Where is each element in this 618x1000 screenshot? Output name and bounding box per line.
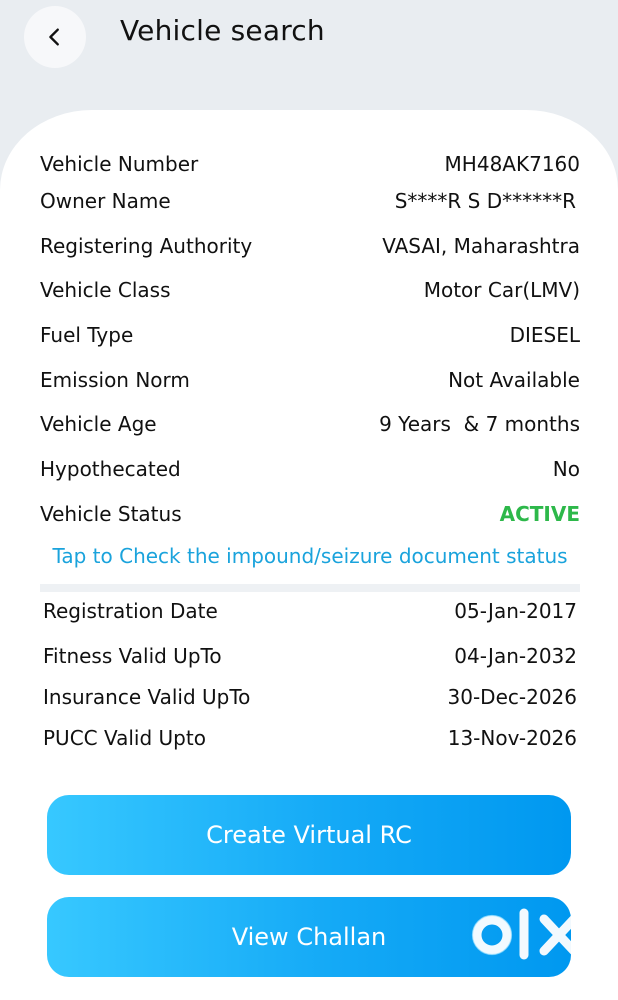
validity-value: 13-Nov-2026 <box>447 726 577 750</box>
validity-row-fitness <box>43 639 577 673</box>
detail-label: Registering Authority <box>40 234 253 258</box>
detail-label: Vehicle Class <box>40 278 171 302</box>
section-divider <box>40 584 580 592</box>
detail-row-fuel-type <box>40 318 580 352</box>
detail-row-vehicle-class <box>40 273 580 307</box>
status-badge: ACTIVE <box>499 502 580 526</box>
page-title: Vehicle search <box>120 14 325 47</box>
validity-value: 30-Dec-2026 <box>447 685 577 709</box>
view-challan-button[interactable]: View Challan <box>47 897 571 977</box>
detail-value: 9 Years & 7 months <box>379 412 580 436</box>
detail-row-vehicle-number <box>40 147 580 181</box>
validity-label: Insurance Valid UpTo <box>43 685 251 709</box>
validity-value: 04-Jan-2032 <box>454 644 577 668</box>
detail-value: Not Available <box>448 368 580 392</box>
validity-row-pucc <box>43 721 577 755</box>
detail-value: DIESEL <box>509 323 580 347</box>
detail-value: VASAI, Maharashtra <box>382 234 580 258</box>
detail-label: Vehicle Status <box>40 502 182 526</box>
create-virtual-rc-button[interactable]: Create Virtual RC <box>47 795 571 875</box>
detail-row-registering-authority <box>40 229 580 263</box>
detail-row-owner-name <box>40 184 580 218</box>
detail-label: Emission Norm <box>40 368 190 392</box>
detail-label: Hypothecated <box>40 457 181 481</box>
validity-label: PUCC Valid Upto <box>43 726 206 750</box>
validity-row-registration-date <box>43 594 577 628</box>
detail-label: Owner Name <box>40 189 171 213</box>
validity-label: Registration Date <box>43 599 218 623</box>
detail-value: S****R S D******R <box>394 189 576 213</box>
detail-label: Vehicle Number <box>40 152 199 176</box>
validity-value: 05-Jan-2017 <box>454 599 577 623</box>
detail-row-vehicle-age <box>40 407 580 441</box>
detail-value: Motor Car(LMV) <box>423 278 580 302</box>
chevron-left-icon <box>44 26 66 48</box>
detail-row-hypothecated <box>40 452 580 486</box>
back-button[interactable] <box>24 6 86 68</box>
detail-value: MH48AK7160 <box>444 152 580 176</box>
validity-row-insurance <box>43 680 577 714</box>
impound-status-link[interactable]: Tap to Check the impound/seizure document status <box>52 544 568 568</box>
detail-row-emission-norm <box>40 363 580 397</box>
detail-value: No <box>552 457 580 481</box>
detail-label: Vehicle Age <box>40 412 157 436</box>
validity-label: Fitness Valid UpTo <box>43 644 222 668</box>
olx-watermark-logo <box>470 905 588 965</box>
detail-row-vehicle-status <box>40 497 580 531</box>
app-header <box>0 0 618 110</box>
detail-label: Fuel Type <box>40 323 134 347</box>
